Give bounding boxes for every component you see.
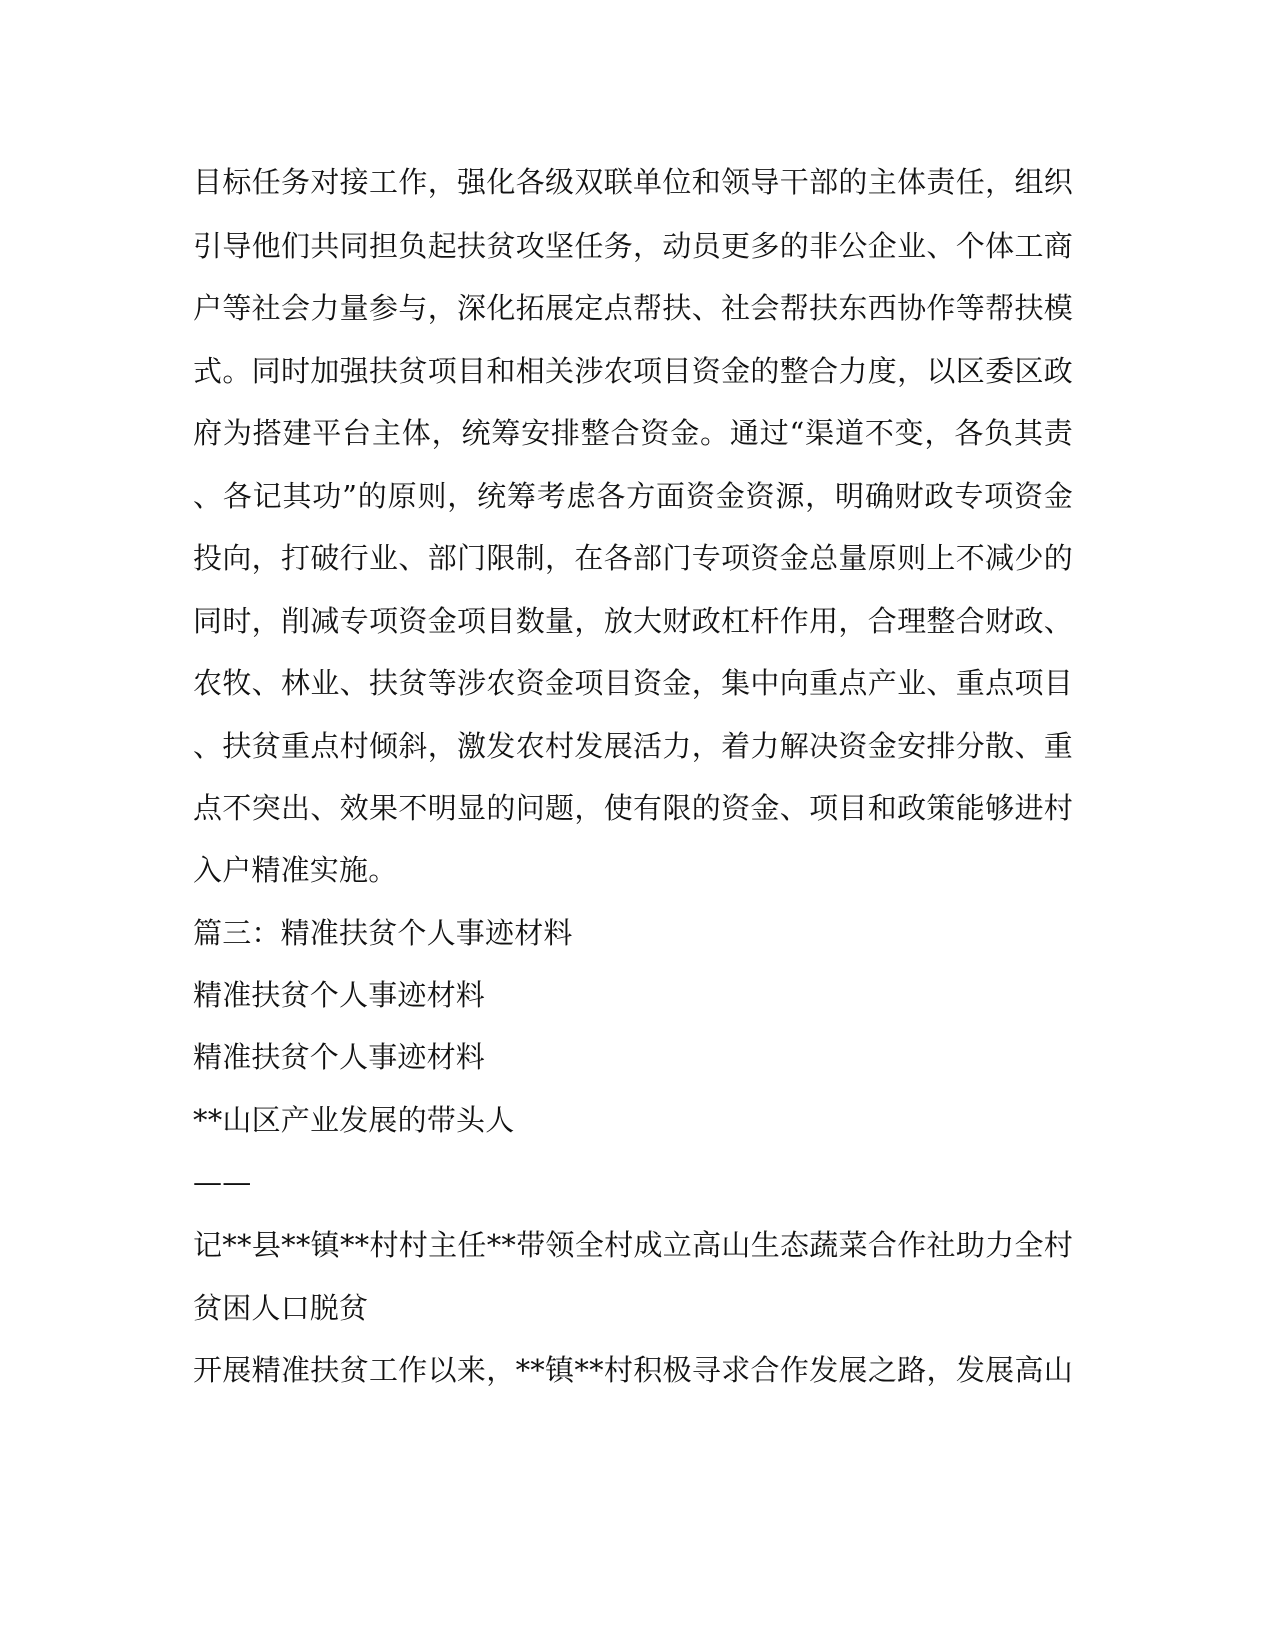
section-heading: 篇三：精准扶贫个人事迹材料	[193, 916, 573, 950]
text-line: 农牧、林业、扶贫等涉农资金项目资金，集中向重点产业、重点项目	[193, 666, 1073, 700]
text-line: 开展精准扶贫工作以来，**镇**村积极寻求合作发展之路，发展高山	[193, 1353, 1073, 1387]
text-line: 同时，削减专项资金项目数量，放大财政杠杆作用，合理整合财政、	[193, 604, 1073, 638]
text-line: 府为搭建平台主体，统筹安排整合资金。通过“渠道不变，各负其责	[193, 416, 1073, 450]
article-subtitle: 贫困人口脱贫	[193, 1291, 369, 1325]
title-dash: ——	[193, 1165, 252, 1199]
text-line: 点不突出、效果不明显的问题，使有限的资金、项目和政策能够进村	[193, 791, 1073, 825]
article-title: **山区产业发展的带头人	[193, 1103, 515, 1137]
text-line: 入户精准实施。	[193, 853, 398, 887]
document-title: 精准扶贫个人事迹材料	[193, 1040, 486, 1074]
text-line: 式。同时加强扶贫项目和相关涉农项目资金的整合力度，以区委区政	[193, 354, 1073, 388]
article-subtitle: 记**县**镇**村村主任**带领全村成立高山生态蔬菜合作社助力全村	[193, 1228, 1073, 1262]
text-line: 目标任务对接工作，强化各级双联单位和领导干部的主体责任，组织	[193, 165, 1073, 199]
text-line: 、各记其功”的原则，统筹考虑各方面资金资源，明确财政专项资金	[193, 479, 1073, 513]
text-line: 投向，打破行业、部门限制，在各部门专项资金总量原则上不减少的	[193, 541, 1073, 575]
text-line: 引导他们共同担负起扶贫攻坚任务，动员更多的非公企业、个体工商	[193, 229, 1073, 263]
text-line: 、扶贫重点村倾斜，激发农村发展活力，着力解决资金安排分散、重	[193, 729, 1073, 763]
document-title: 精准扶贫个人事迹材料	[193, 978, 486, 1012]
text-line: 户等社会力量参与，深化拓展定点帮扶、社会帮扶东西协作等帮扶模	[193, 291, 1073, 325]
